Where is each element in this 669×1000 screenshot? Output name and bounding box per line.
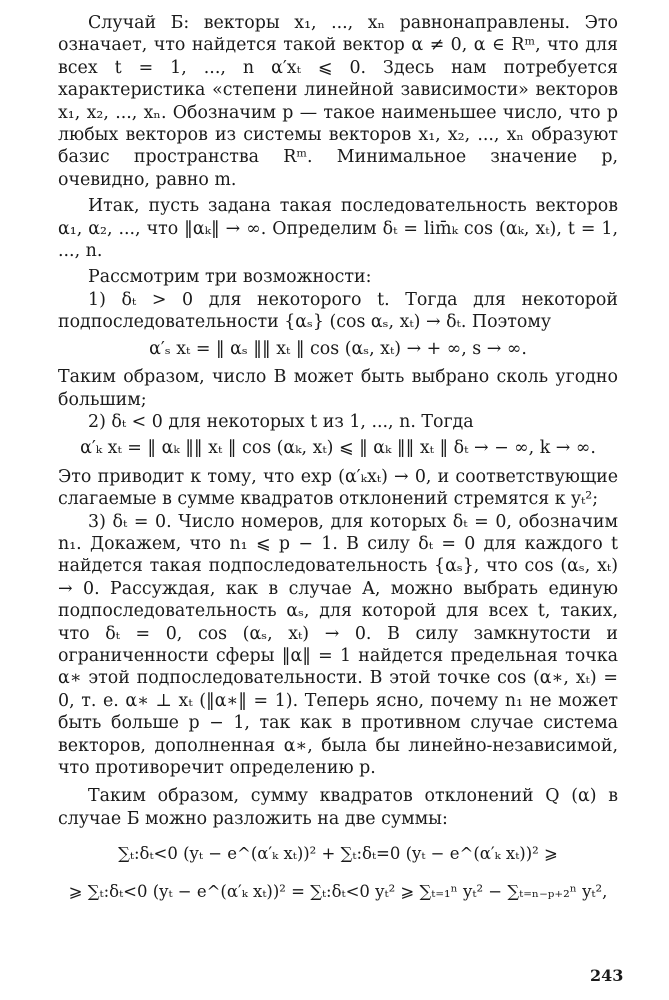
paragraph-possibility-2: 2) δₜ < 0 для некоторых t из 1, ..., n. Тогда [88, 411, 474, 432]
paragraph-case-b: Случай Б: векторы x₁, ..., xₙ равнонаправлены. Это означает, что найдется такой вектор α ≠ 0, α ∈ Rᵐ, что для всех t = 1, ..., n α′xₜ ⩽ 0. Здесь нам потребуется характеристика «степени линейной зависимости» векторов x₁, x₂, ..., xₙ. Обозначим p — такое наименьшее число, что p любых векторов из системы векторов x₁, x₂, ..., xₙ образуют базис пространства Rᵐ. Минимальное значение p, очевидно, равно m. [58, 13, 618, 190]
formula-possibility-2: α′ₖ xₜ = ‖ αₖ ‖‖ xₜ ‖ cos (αₖ, xₜ) ⩽ ‖ αₖ ‖‖ xₜ ‖ δₜ → − ∞, k → ∞. [80, 438, 596, 459]
paragraph-exp-limit: Это приводит к тому, что exp (α′ₖxₜ) → 0, и соответствующие слагаемые в сумме квадратов отклонений стремятся к yₜ²; [58, 466, 618, 510]
formula-sum-1: ∑ₜ:δₜ<0 (yₜ − e^(α′ₖ xₜ))² + ∑ₜ:δₜ=0 (yₜ − e^(α′ₖ xₜ))² ⩾ [118, 844, 558, 864]
paragraph-possibility-1: 1) δₜ > 0 для некоторого t. Тогда для некоторой подпоследовательности {αₛ} (cos αₛ, xₜ) → δₜ. Поэтому [58, 289, 618, 333]
formula-possibility-1: α′ₛ xₜ = ‖ αₛ ‖‖ xₜ ‖ cos (αₛ, xₜ) → + ∞, s → ∞. [149, 338, 527, 359]
paragraph-number-b: Таким образом, число B может быть выбрано сколь угодно большим; [58, 367, 618, 410]
paragraph-sum-decomposition: Таким образом, сумму квадратов отклонений Q (α) в случае Б можно разложить на две суммы: [58, 786, 618, 829]
page-body [58, 12, 618, 910]
paragraph-possibility-3: 3) δₜ = 0. Число номеров, для которых δₜ = 0, обозначим n₁. Докажем, что n₁ ⩽ p − 1. В силу δₜ = 0 для каждого t найдется такая подпоследовательность {αₛ}, что cos (αₛ, xₜ) → 0. Рассуждая, как в случае A, можно выбрать единую подпоследовательность αₛ, для которой для всех t, таких, что δₜ = 0, cos (αₛ, xₜ) → 0. В силу замкнутости и ограниченности сферы ‖α‖ = 1 найдется предельная точка α∗ этой подпоследовательности. В этой точке cos (α∗, xₜ) = 0, т. е. α∗ ⊥ xₜ (‖α∗‖ = 1). Теперь ясно, почему n₁ не может быть больше p − 1, так как в противном случае система векторов, дополненная α∗, была бы линейно-независимой, что противоречит определению p. [58, 511, 618, 778]
paragraph-sequence-definition: Итак, пусть задана такая последовательность векторов α₁, α₂, ..., что ‖αₖ‖ → ∞. Определим δₜ = lim̄ₖ cos (αₖ, xₜ), t = 1, ..., n. [58, 196, 618, 262]
page-number: 243 [590, 966, 624, 985]
paragraph-three-possibilities: Рассмотрим три возможности: [88, 267, 372, 288]
formula-sum-2: ⩾ ∑ₜ:δₜ<0 (yₜ − e^(α′ₖ xₜ))² = ∑ₜ:δₜ<0 yₜ² ⩾ ∑ₜ₌₁ⁿ yₜ² − ∑ₜ₌ₙ₋ₚ₊₂ⁿ yₜ², [68, 882, 608, 902]
